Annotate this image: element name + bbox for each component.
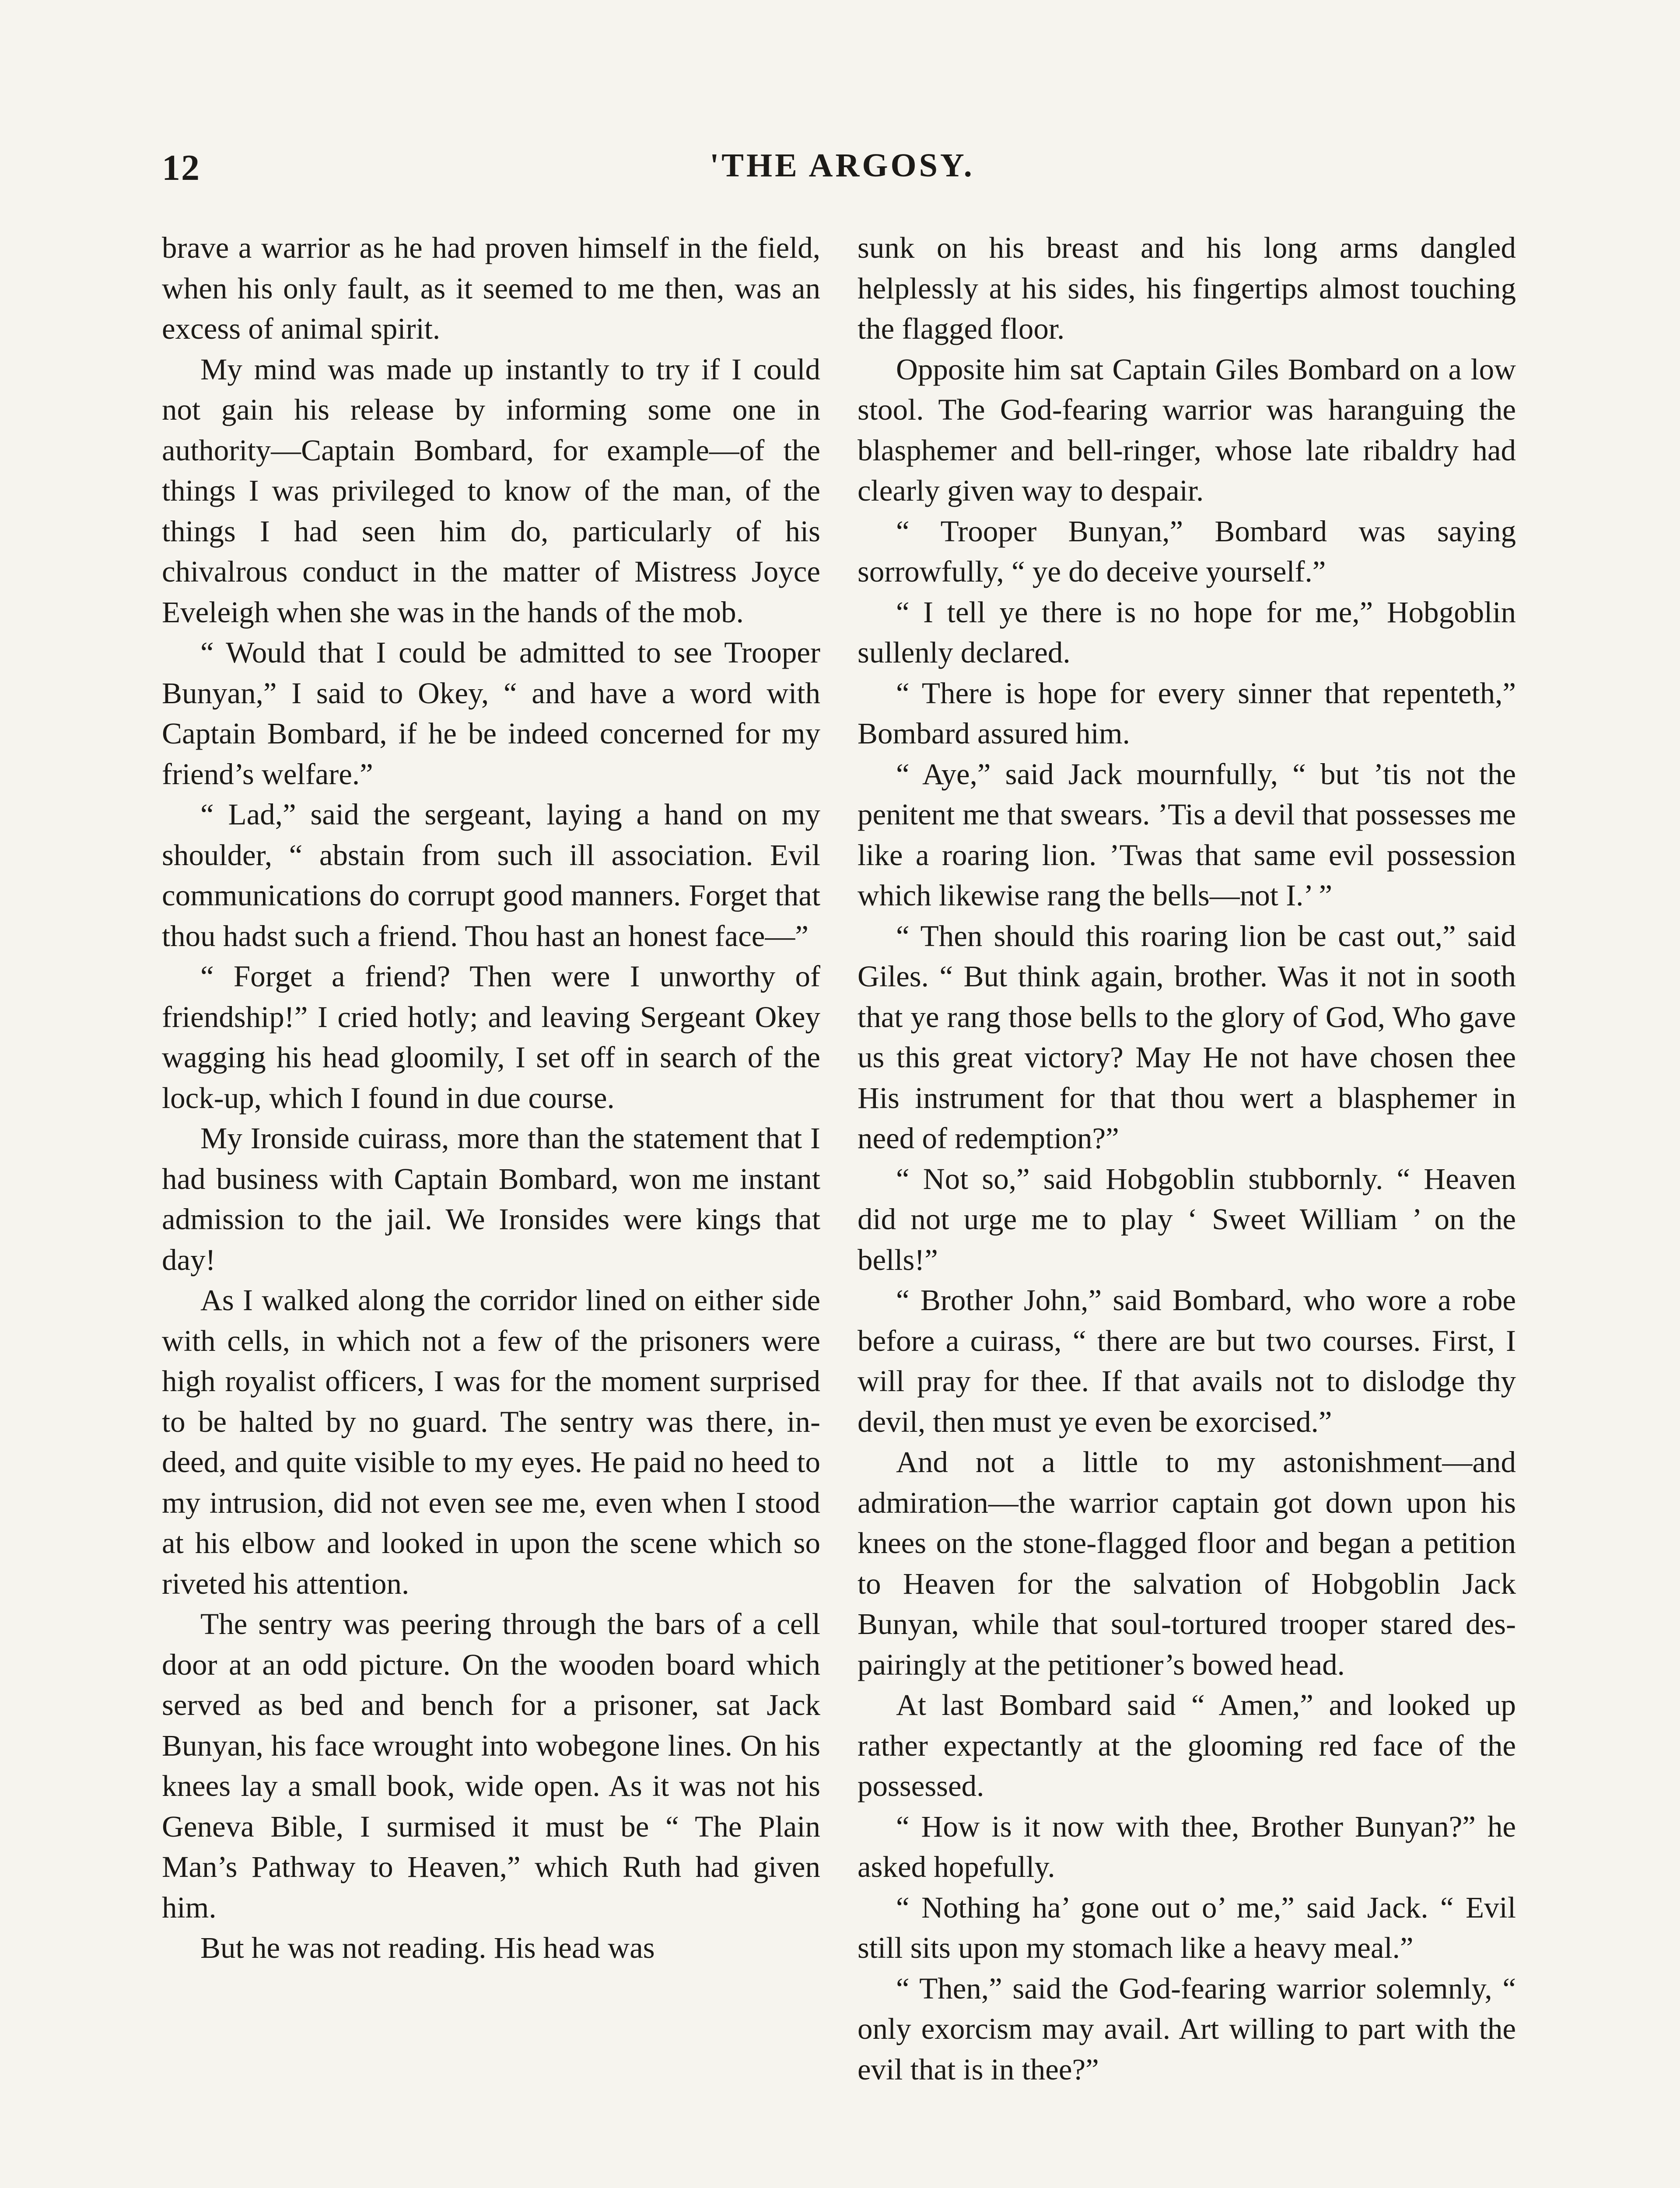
- paragraph: At last Bombard said “ Amen,” and looked up rather expectantly at the glooming red face of the possessed.: [858, 1688, 1516, 1802]
- paragraph: “ Lad,” said the sergeant, laying a hand on my shoulder, “ abstain from such ill association. Evil communications do corrupt good manners. Forget that thou hadst such a friend. Thou hast an honest face—”: [162, 798, 820, 953]
- page-header: [162, 147, 1522, 195]
- paragraph: “ Brother John,” said Bombard, who wore a robe before a cuirass, “ there are but two courses. First, I will pray for thee. If that avails not to dislodge thy devil, then must ye even be exorcised.”: [858, 1283, 1516, 1438]
- paragraph: Opposite him sat Captain Giles Bombard on a low stool. The God-fearing warrior was haranguing the blasphemer and bell-ringer, whose late ribaldry had clearly given way to despair.: [858, 352, 1516, 507]
- paragraph: “ How is it now with thee, Brother Bunyan?” he asked hopefully.: [858, 1809, 1516, 1883]
- page-number: 12: [162, 147, 200, 188]
- paragraph: sunk on his breast and his long arms dangled helplessly at his sides, his fingertips almost touching the flagged floor.: [858, 231, 1516, 345]
- paragraph: And not a little to my astonishment—and admiration—the warrior captain got down upon his knees on the stone-flagged floor and began a petition to Heaven for the salvation of Hobgoblin Jack Bunyan, while that soul-tortured trooper stared despairingly at the petitioner’s bowed head.: [858, 1445, 1516, 1681]
- paragraph: “ Then should this roaring lion be cast out,” said Giles. “ But think again, brother. Was it not in sooth that ye rang those bells to the glory of God, Who gave us this great victory? May He not have chosen thee His instrument for that thou wert a blasphemer in need of redemption?”: [858, 919, 1516, 1155]
- paragraph: “ I tell ye there is no hope for me,” Hobgoblin sullenly declared.: [858, 595, 1516, 669]
- paragraph: “ Aye,” said Jack mournfully, “ but ’tis not the penitent me that swears. ’Tis a devil that possesses me like a roaring lion. ’Twas that same evil possession which likewise rang the bells—not I.’ ”: [858, 757, 1516, 912]
- paragraph: But he was not reading. His head was: [200, 1931, 655, 1964]
- paragraph: “ Trooper Bunyan,” Bombard was saying sorrowfully, “ ye do deceive yourself.”: [858, 514, 1516, 588]
- paragraph: “ Forget a friend? Then were I unworthy of friendship!” I cried hotly; and leaving Sergeant Okey wagging his head gloomily, I set off in search of the lock-up, which I found in due course.: [162, 960, 820, 1115]
- paragraph: My mind was made up instantly to try if I could not gain his release by informing some one in authority—Captain Bombard, for example—of the things I was privileged to know of the man, of the things I had seen him do, particularly of his chivalrous conduct in the matter of Mistress Joyce Eveleigh when she was in the hands of the mob.: [162, 352, 820, 629]
- paragraph: “ Then,” said the God-fearing warrior solemnly, “ only exorcism may avail. Art willing to part with the evil that is in thee?”: [858, 1971, 1516, 2086]
- paragraph: “ Would that I could be admitted to see Trooper Bunyan,” I said to Okey, “ and have a word with Captain Bombard, if he be indeed concerned for my friend’s welfare.”: [162, 636, 820, 791]
- paragraph: brave a warrior as he had proven himself in the field, when his only fault, as it seemed to me then, was an excess of animal spirit.: [162, 231, 820, 345]
- left-column: [162, 228, 820, 1968]
- paragraph: “ Nothing ha’ gone out o’ me,” said Jack. “ Evil still sits upon my stomach like a heavy meal.”: [858, 1890, 1516, 1964]
- paragraph: The sentry was peering through the bars of a cell door at an odd picture. On the wooden board which served as bed and bench for a prisoner, sat Jack Bunyan, his face wrought into wobegone lines. On his knees lay a small book, wide open. As it was not his Geneva Bible, I surmised it must be “ The Plain Man’s Pathway to Heaven,” which Ruth had given him.: [162, 1607, 820, 1924]
- paragraph: “ There is hope for every sinner that repenteth,” Bombard assured him.: [858, 676, 1516, 750]
- paragraph: As I walked along the corridor lined on either side with cells, in which not a few of the prisoners were high royalist officers, I was for the moment surprised to be halted by no guard. The sentry was there, indeed, and quite visible to my eyes. He paid no heed to my intrusion, did not even see me, even when I stood at his elbow and looked in upon the scene which so riveted his attention.: [162, 1283, 820, 1600]
- paragraph: My Ironside cuirass, more than the statement that I had business with Captain Bombard, won me instant admission to the jail. We Ironsides were kings that day!: [162, 1122, 820, 1276]
- running-title: 'THE ARGOSY.: [710, 147, 975, 184]
- right-column: [858, 228, 1516, 2090]
- paragraph: “ Not so,” said Hobgoblin stubbornly. “ Heaven did not urge me to play ‘ Sweet William ’ on the bells!”: [858, 1162, 1516, 1276]
